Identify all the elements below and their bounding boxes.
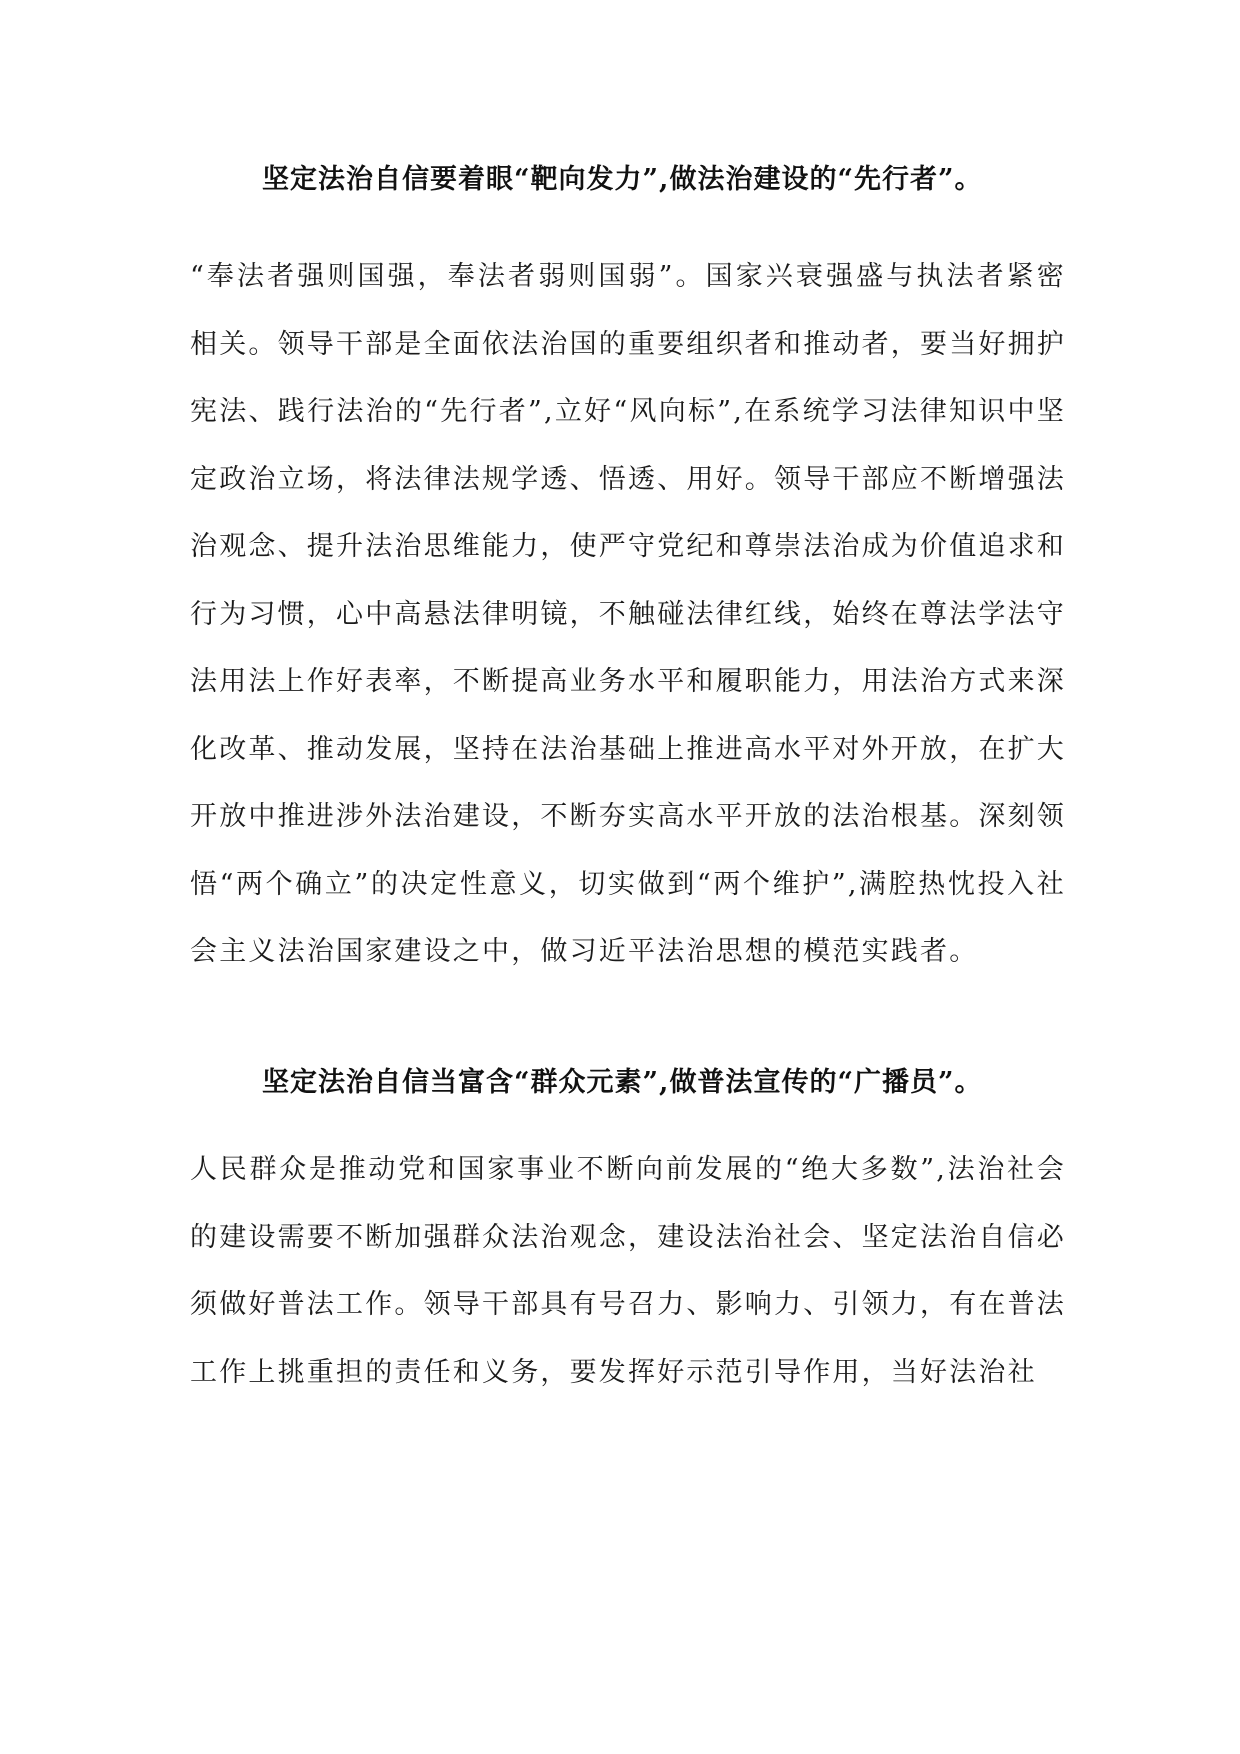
section-paragraph: “奉法者强则国强，奉法者弱则国弱”。国家兴衰强盛与执法者紧密相关。领导干部是全面依法治国的重要组织者和推动者，要当好拥护宪法、践行法治的“先行者”,立好“风向标”,在系统学习法律知识中坚定政治立场，将法律法规学透、悟透、用好。领导干部应不断增强法治观念、提升法治思维能力，使严守党纪和尊崇法治成为价值追求和行为习惯，心中高悬法律明镜，不触碰法律红线，始终在尊法学法守法用法上作好表率，不断提高业务水平和履职能力，用法治方式来深化改革、推动发展，坚持在法治基础上推进高水平对外开放，在扩大开放中推进涉外法治建设，不断夯实高水平开放的法治根基。深刻领悟“两个确立”的决定性意义，切实做到“两个维护”,满腔热忱投入社会主义法治国家建设之中，做习近平法治思想的模范实践者。 bbox=[190, 261, 1066, 967]
section-heading: 坚定法治自信当富含“群众元素”,做普法宣传的“广播员”。 bbox=[262, 1067, 983, 1098]
section-heading: 坚定法治自信要着眼“靶向发力”,做法治建设的“先行者”。 bbox=[262, 164, 983, 195]
section-paragraph: 人民群众是推动党和国家事业不断向前发展的“绝大多数”,法治社会的建设需要不断加强群众法治观念，建设法治社会、坚定法治自信必须做好普法工作。领导干部具有号召力、影响力、引领力，有在普法工作上挑重担的责任和义务，要发挥好示范引导作用，当好法治社 bbox=[190, 1154, 1066, 1388]
